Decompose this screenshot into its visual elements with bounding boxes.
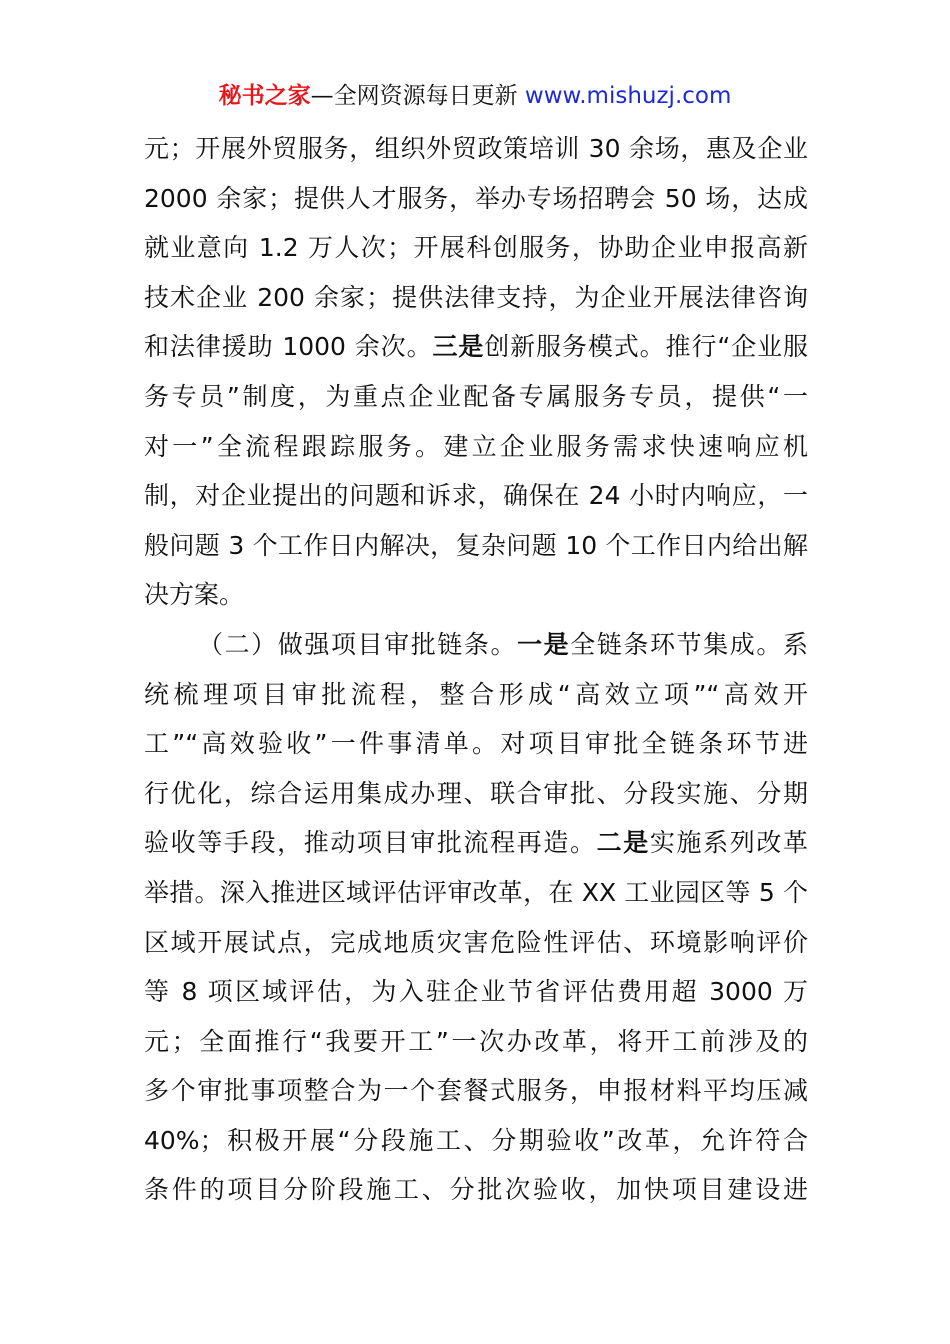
text-line (144, 719, 808, 769)
line-text: 行优化，综合运用集成办理、联合审批、分段实施、分期 (144, 778, 808, 808)
line-text: 40%；积极开展“分段施工、分期验收”改革，允许符合 (144, 1125, 808, 1155)
text-line (144, 1116, 808, 1166)
text-line (144, 1066, 808, 1116)
line-text: 区域开展试点，完成地质灾害危险性评估、环境影响评价 (144, 927, 808, 957)
line-text: 般问题 3 个工作日内解决，复杂问题 10 个工作日内给出解 (144, 530, 808, 560)
text-line (144, 1165, 808, 1215)
line-text: 验收等手段，推动项目审批流程再造。 (144, 828, 597, 858)
site-url-link[interactable]: www.mishuzj.com (524, 83, 732, 109)
line-text: （二）做强项目审批链条。 (198, 629, 518, 659)
text-line (144, 124, 808, 174)
text-line (144, 570, 808, 620)
text-line (144, 471, 808, 521)
line-bold-marker: 三是 (432, 332, 485, 362)
line-text-continued: 实施系列改革 (649, 828, 808, 858)
line-text: 务专员”制度，为重点企业配备专属服务专员，提供“一 (144, 381, 808, 411)
line-text: 技术企业 200 余家；提供法律支持，为企业开展法律咨询 (144, 282, 808, 312)
text-line (144, 918, 808, 968)
line-text: 对一”全流程跟踪服务。建立企业服务需求快速响应机 (144, 431, 808, 461)
text-line (144, 769, 808, 819)
line-text-continued: 全链条环节集成。系 (570, 629, 808, 659)
text-line (144, 670, 808, 720)
line-text: 多个审批事项整合为一个套餐式服务，申报材料平均压减 (144, 1076, 808, 1106)
line-text: 工”“高效验收”一件事清单。对项目审批全链条环节进 (144, 729, 808, 759)
line-bold-marker: 二是 (596, 828, 650, 858)
text-line (144, 868, 808, 918)
site-header (0, 80, 950, 112)
text-line (144, 620, 808, 670)
text-line (144, 174, 808, 224)
line-text-continued: 创新服务模式。推行“企业服 (484, 332, 808, 362)
site-brand: 秘书之家 (218, 83, 311, 109)
text-line (144, 223, 808, 273)
text-line (144, 521, 808, 571)
line-text: 和法律援助 1000 余次。 (144, 332, 433, 362)
line-text: 元；开展外贸服务，组织外贸政策培训 30 余场，惠及企业 (144, 134, 808, 163)
line-text: 条件的项目分阶段施工、分批次验收，加快项目建设进 (144, 1175, 808, 1205)
line-bold-marker: 一是 (517, 629, 571, 659)
line-text: 制，对企业提出的问题和诉求，确保在 24 小时内响应，一 (144, 481, 808, 511)
line-text: 就业意向 1.2 万人次；开展科创服务，协助企业申报高新 (144, 233, 808, 263)
text-line (144, 372, 808, 422)
line-text: 举措。深入推进区域评估评审改革，在 XX 工业园区等 5 个 (144, 877, 808, 907)
site-tagline: —全网资源每日更新 (310, 83, 525, 109)
line-text: 元；全面推行“我要开工”一次办改革，将开工前涉及的 (144, 1026, 808, 1056)
document-body (144, 124, 808, 1215)
line-text: 决方案。 (144, 580, 245, 610)
text-line (144, 273, 808, 323)
text-line (144, 322, 808, 372)
text-line (144, 422, 808, 472)
text-line (144, 1017, 808, 1067)
line-text: 等 8 项区域评估，为入驻企业节省评估费用超 3000 万 (144, 977, 808, 1007)
text-line (144, 967, 808, 1017)
line-text: 统梳理项目审批流程，整合形成“高效立项”“高效开 (144, 679, 808, 709)
text-line (144, 818, 808, 868)
line-text: 2000 余家；提供人才服务，举办专场招聘会 50 场，达成 (144, 183, 808, 213)
